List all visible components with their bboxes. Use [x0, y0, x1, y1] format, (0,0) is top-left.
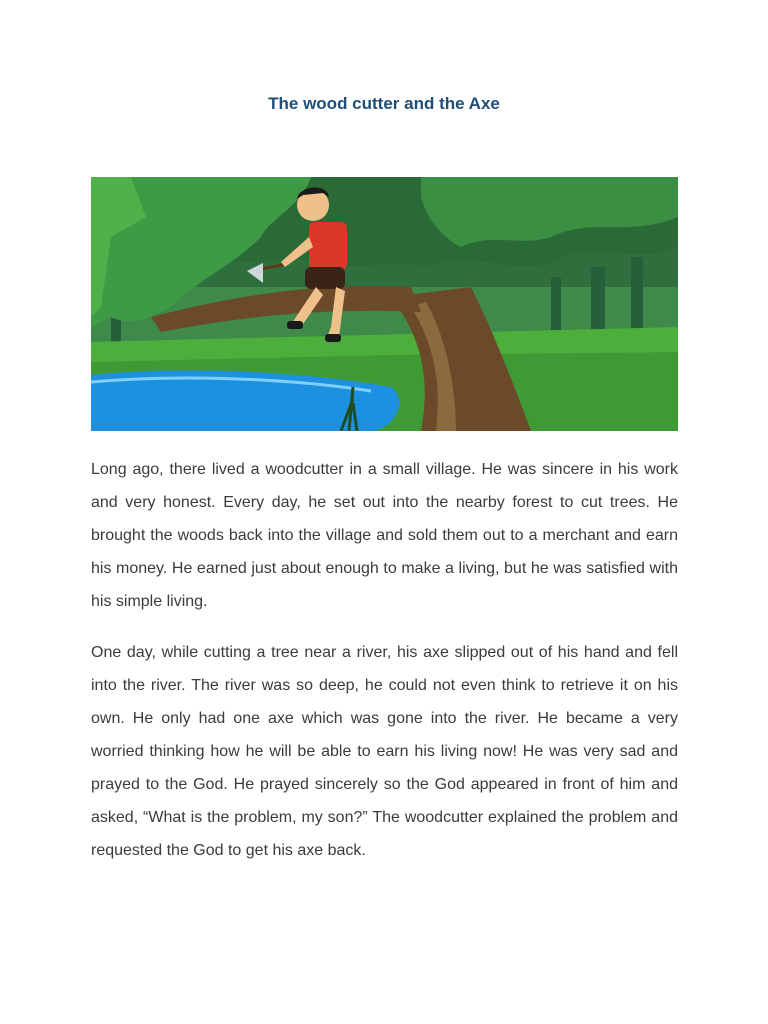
woodcutter-illustration — [91, 177, 678, 431]
story-paragraph-1: Long ago, there lived a woodcutter in a small village. He was sincere in his work and very honest. Every day, he set out into the nearby forest to cut trees. He brought the woods back into the village and sold them out to a merchant and earn his money. He earned just about enough to make a living, but he was satisfied with his simple living. — [91, 461, 678, 610]
story-title: The wood cutter and the Axe — [268, 94, 500, 113]
story-paragraph-2: One day, while cutting a tree near a river, his axe slipped out of his hand and fell into the river. The river was so deep, he could not even think to retrieve it on his own. He only had one axe which was gone into the river. He became a very worried thinking how he will be able to earn his living now! He was very sad and prayed to the God. He prayed sincerely so the God appeared in front of him and asked, “What is the problem, my son?” The woodcutter explained the problem and requested the God to get his axe back. — [91, 644, 678, 859]
